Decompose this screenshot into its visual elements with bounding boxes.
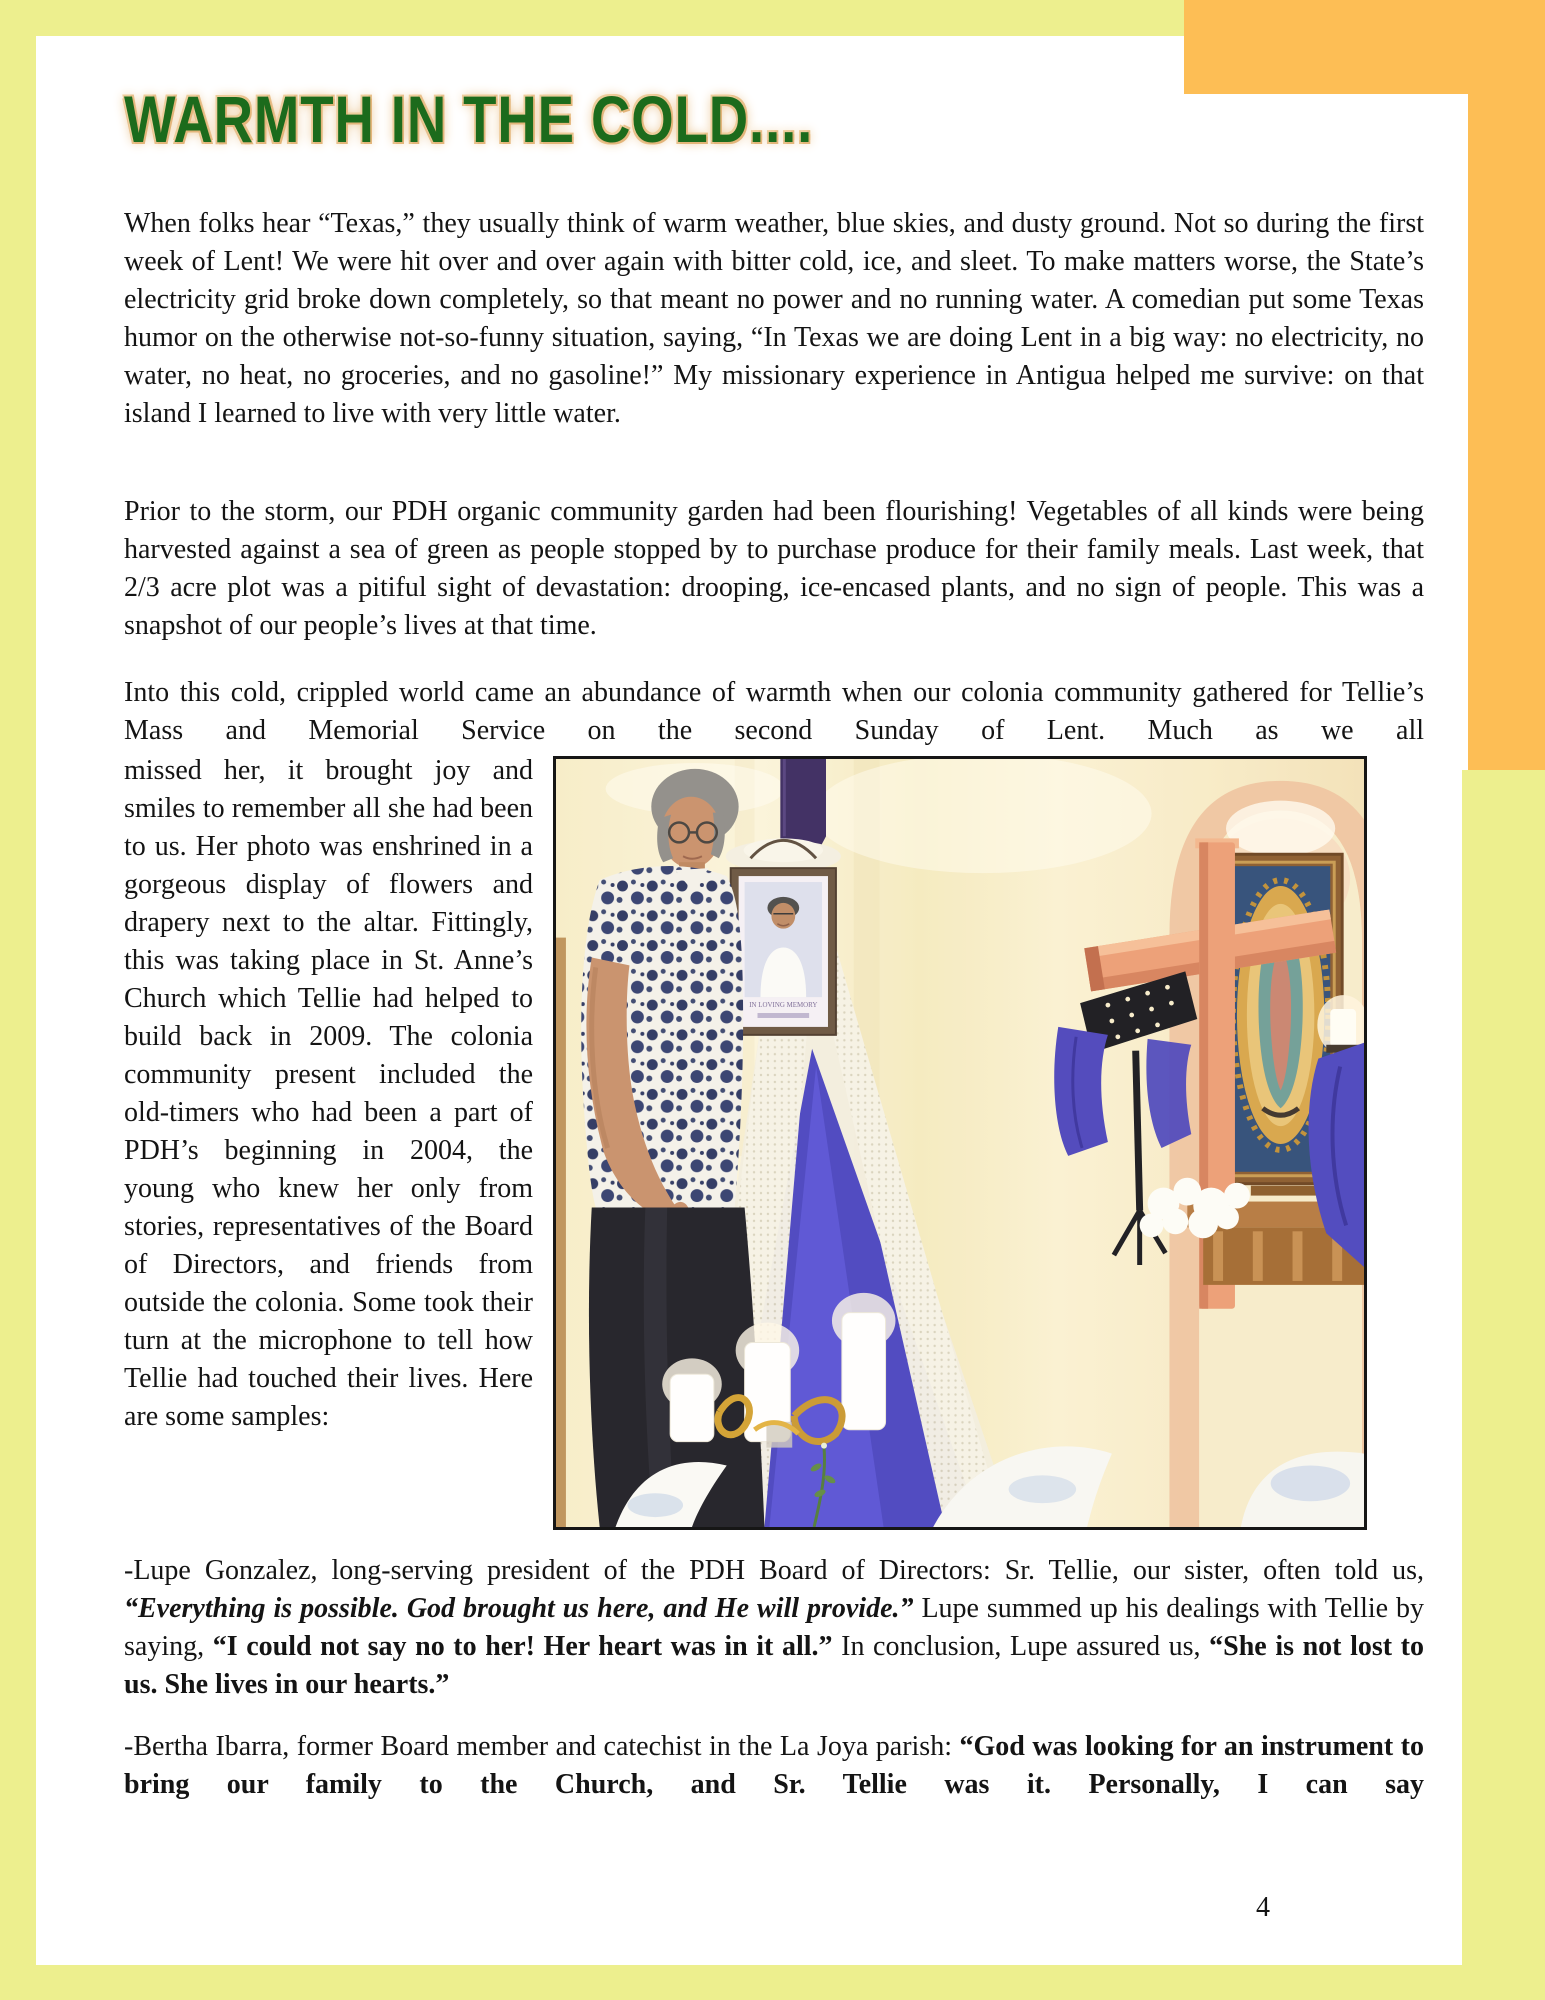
paragraph-memorial-intro: Into this cold, crippled world came an abundance of warmth when our colonia community gathered for Tellie’s Mass and Memorial Service on the second Sunday of Lent. Much as we all (124, 677, 1424, 746)
bottom-border-strip (0, 1965, 1545, 2000)
page-number: 4 (1256, 1892, 1270, 1923)
right-border-strip-orange (1468, 94, 1545, 770)
page-title: WARMTH IN THE COLD.... (124, 83, 814, 157)
memorial-photo (553, 756, 1367, 1530)
memorial-section (124, 752, 1367, 1540)
quote-bertha-ibarra: -Bertha Ibarra, former Board member and catechist in the La Joya parish: “God was looking for an instrument to bring our family to the Church, and Sr. Tellie was it. Personally, I can say (124, 1731, 1424, 1800)
quote-lupe-gonzalez: -Lupe Gonzalez, long-serving president of the PDH Board of Directors: Sr. Tellie, our sister, often told us, “Everything is possible. God brought us here, and He will provide.” Lupe summed up his dealings with Tellie by saying, “I could not say no to her! Her heart was in it all.” In conclusion, Lupe assured us, “She is not lost to us. She lives in our hearts.” (124, 1555, 1425, 1700)
paragraph-memorial-wrapped: missed her, it brought joy and smiles to remember all she had been to us. Her photo was enshrined in a gorgeous display of flowers and drapery next to the altar. Fittingly, this was taking place in St. Anne’s Church which Tellie had helped to build back in 2009. The colonia community present included the old-timers who had been a part of PDH’s beginning in 2004, the young who knew her only from stories, representatives of the Board of Directors, and friends from outside the colonia. Some took their turn at the microphone to tell how Tellie had touched their lives. Here are some samples: (124, 755, 533, 1432)
paragraph-garden: Prior to the storm, our PDH organic community garden had been flourishing! Vegetables of all kinds were being harvested against a sea of green as people stopped by to purchase produce for their family meals. Last week, that 2/3 acre plot was a pitiful sight of devastation: drooping, ice-encased plants, and no sign of people. This was a snapshot of our people’s lives at that time. (124, 496, 1424, 641)
corner-accent-block (1184, 0, 1545, 94)
frame-caption: IN LOVING MEMORY (749, 1001, 818, 1010)
right-border-strip-yellow (1462, 770, 1545, 1965)
memorial-photo-illustration (556, 759, 1364, 1527)
left-border-strip (0, 0, 36, 2000)
top-border-strip (0, 0, 1184, 36)
paragraph-weather: When folks hear “Texas,” they usually think of warm weather, blue skies, and dusty ground. Not so during the first week of Lent! We were hit over and over again with bitter cold, ice, and sleet. To make matters worse, the State’s electricity grid broke down completely, so that meant no power and no running water. A comedian put some Texas humor on the otherwise not-so-funny situation, saying, “In Texas we are doing Lent in a big way: no electricity, no water, no heat, no groceries, and no gasoline!” My missionary experience in Antigua helped me survive: on that island I learned to live with very little water. (124, 208, 1424, 429)
